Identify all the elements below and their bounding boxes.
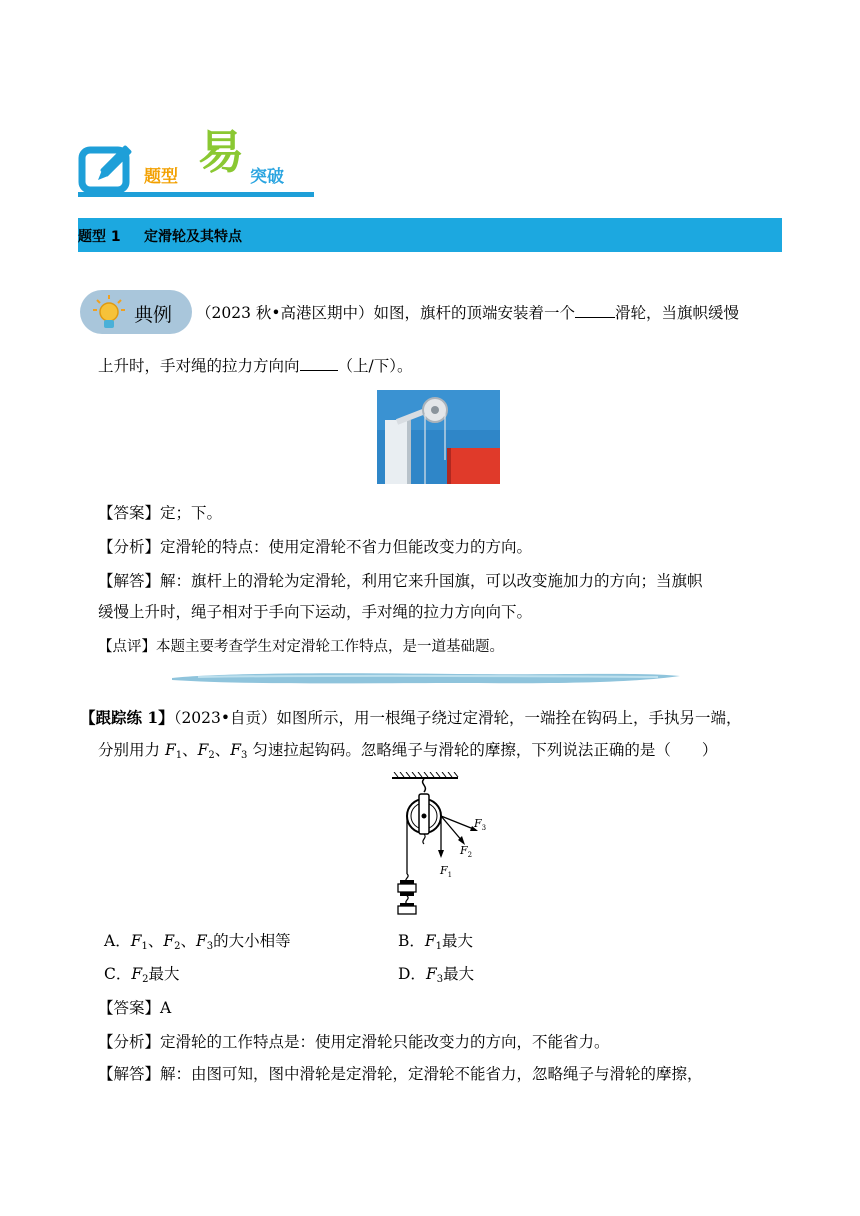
pencil-square-icon	[78, 142, 138, 198]
answer-blank-2[interactable]	[300, 356, 338, 371]
example-badge-label: 典例	[134, 304, 173, 326]
practice-answer: 【答案】A	[98, 999, 172, 1017]
section-title: 定滑轮及其特点	[144, 229, 242, 245]
example-solution-line1: 【解答】解：旗杆上的滑轮为定滑轮，利用它来升国旗，可以改变施加力的方向；当旗帜	[98, 572, 703, 590]
diagram-label-f2: $F_2$	[460, 844, 473, 859]
example-question-line1: （2023 秋•高港区期中）如图，旗杆的顶端安装着一个 滑轮，当旗帜缓慢	[196, 304, 740, 322]
example-solution-line2: 缓慢上升时，绳子相对于手向下运动，手对绳的拉力方向向下。	[98, 603, 533, 621]
logo-text-left: 题型	[144, 167, 178, 187]
flagpole-pulley-photo	[377, 390, 500, 484]
section-label: 题型 1	[78, 229, 121, 245]
option-a[interactable]: A．$F_1$、$F_2$、$F_3$的大小相等	[104, 932, 291, 952]
lightbulb-icon	[92, 294, 126, 332]
pulley-diagram	[384, 772, 504, 916]
diagram-label-f1: $F_1$	[440, 864, 453, 879]
answer-blank-1[interactable]	[575, 303, 615, 318]
header-logo	[78, 124, 314, 200]
option-b[interactable]: B．$F_1$最大	[398, 932, 474, 952]
section-bar	[78, 218, 782, 252]
practice-solution: 【解答】解：由图可知，图中滑轮是定滑轮，定滑轮不能省力，忽略绳子与滑轮的摩擦，	[98, 1065, 703, 1083]
option-c[interactable]: C．$F_2$最大	[104, 965, 180, 985]
example-badge	[80, 290, 192, 334]
logo-text-big: 易	[198, 125, 244, 179]
example-comment: 【点评】本题主要考查学生对定滑轮工作特点，是一道基础题。	[98, 639, 504, 655]
logo-text-right: 突破	[250, 167, 284, 187]
brush-divider	[168, 668, 684, 688]
option-d[interactable]: D．$F_3$最大	[398, 965, 475, 985]
example-question-line2: 上升时，手对绳的拉力方向向 （上/下）。	[98, 357, 413, 375]
example-analysis: 【分析】定滑轮的特点：使用定滑轮不省力但能改变力的方向。	[98, 538, 533, 556]
example-answer: 【答案】定；下。	[98, 504, 223, 522]
practice-question-line1: 【跟踪练 1】（2023•自贡）如图所示，用一根绳子绕过定滑轮，一端拴在钩码上，手执另一端，	[80, 708, 742, 727]
practice-tag: 【跟踪练 1】	[80, 708, 174, 727]
practice-question-line2: 分别用力 $F_1$、$F_2$、$F_3$ 匀速拉起钩码。忽略绳子与滑轮的摩擦，下列说法正确的是（ ）	[98, 741, 718, 761]
diagram-label-f3: $F_3$	[474, 817, 487, 832]
practice-analysis: 【分析】定滑轮的工作特点是：使用定滑轮只能改变力的方向，不能省力。	[98, 1033, 610, 1051]
